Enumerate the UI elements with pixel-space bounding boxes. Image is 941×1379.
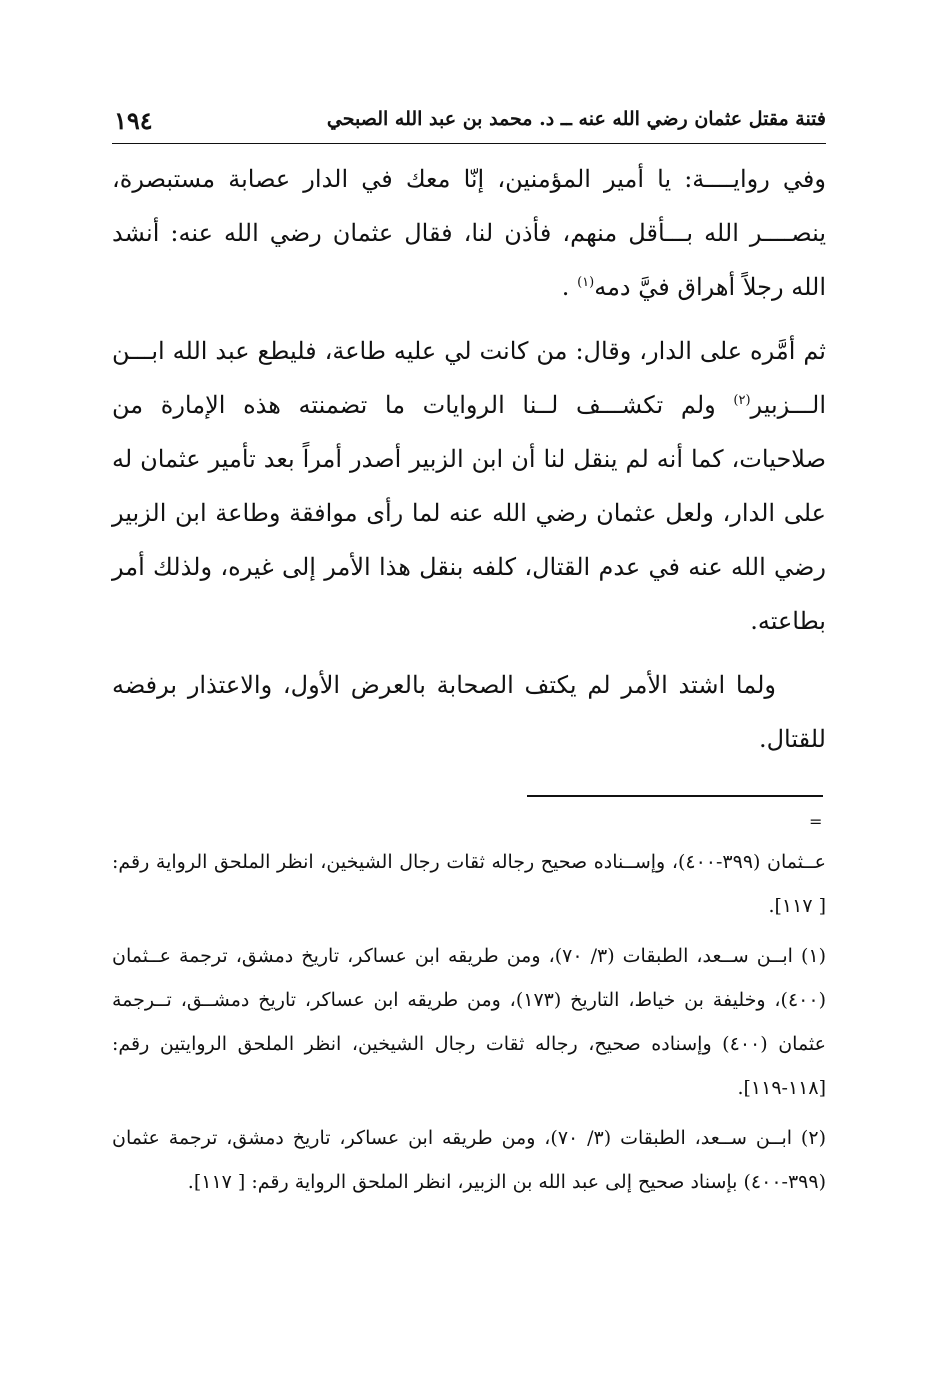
running-title: فتنة مقتل عثمان رضي الله عنه ــ د. محمد بن عبد الله الصبحي xyxy=(326,108,826,130)
paragraph-1-text: وفي روايــــة: يا أمير المؤمنين، إنّا معك في الدار عصابة مستبصرة، ينصــــر الله بـــأقل منهم، فأذن لنا، فقال عثمان رضي الله عنه: أنشد الله رجلاً أهراق فيَّ دمه xyxy=(112,165,826,301)
footnote-1: (١) ابــن ســعد، الطبقات (٣/ ٧٠)، ومن طريقه ابن عساكر، تاريخ دمشق، ترجمة عــثمان (٤٠٠)، وخليفة بن خياط، التاريخ (١٧٣)، ومن طريقه ابن عساكر، تاريخ دمشــق، تــرجمة عثمان (٤٠٠) وإسناده صحيح، رجاله ثقات رجال الشيخين، انظر الملحق الروايتين رقم: [١١٨-١١٩]. xyxy=(112,945,827,1099)
footnote-ref-2[interactable]: (٢) xyxy=(733,393,751,408)
footnote-2: (٢) ابــن ســعد، الطبقات (٣/ ٧٠)، ومن طريقه ابن عساكر، تاريخ دمشق، ترجمة عثمان (٣٩٩-٤٠٠) بإسناد صحيح إلى عبد الله بن الزبير، انظر الملحق الرواية رقم: [ ١١٧]. xyxy=(112,1127,826,1193)
paragraph-3: ولما اشتد الأمر لم يكتف الصحابة بالعرض الأول، والاعتذار برفضه للقتال. xyxy=(112,671,826,753)
paragraph-2-text-start: ثم أمَّره على الدار، وقال: من كانت لي عليه طاعة، فليطع عبد الله ابـــن الـــزبير xyxy=(112,337,826,419)
continuation-mark: = xyxy=(809,812,823,831)
footnote-continuation: عــثمان (٣٩٩-٤٠٠)، وإســناده صحيح رجاله ثقات رجال الشيخين، انظر الملحق الرواية رقم: [ ١١٧]. xyxy=(112,851,826,917)
paragraph-2-text-rest: ولم تكشـــف لــنا الروايات ما تضمنته هذه الإمارة من صلاحيات، كما أنه لم ينقل لنا أن ابن الزبير أصدر أمراً بعد تأمير عثمان له على الدار، ولعل عثمان رضي الله عنه لما رأى موافقة وطاعة ابن الزبير رضي الله عنه في عدم القتال، كلفه بنقل هذا الأمر إلى غيره، ولذلك أمر بطاعته. xyxy=(112,391,826,635)
footnotes xyxy=(112,840,826,1204)
header-rule xyxy=(112,143,826,144)
running-header xyxy=(112,108,826,144)
paragraph-1 xyxy=(112,152,826,314)
paragraph-1-end: . xyxy=(561,273,570,301)
footnote-ref-1[interactable]: (١) xyxy=(577,275,595,290)
footnote-separator xyxy=(527,795,823,797)
paragraph-2 xyxy=(112,324,826,648)
main-text xyxy=(112,152,826,766)
page-number: ١٩٤ xyxy=(114,106,153,135)
